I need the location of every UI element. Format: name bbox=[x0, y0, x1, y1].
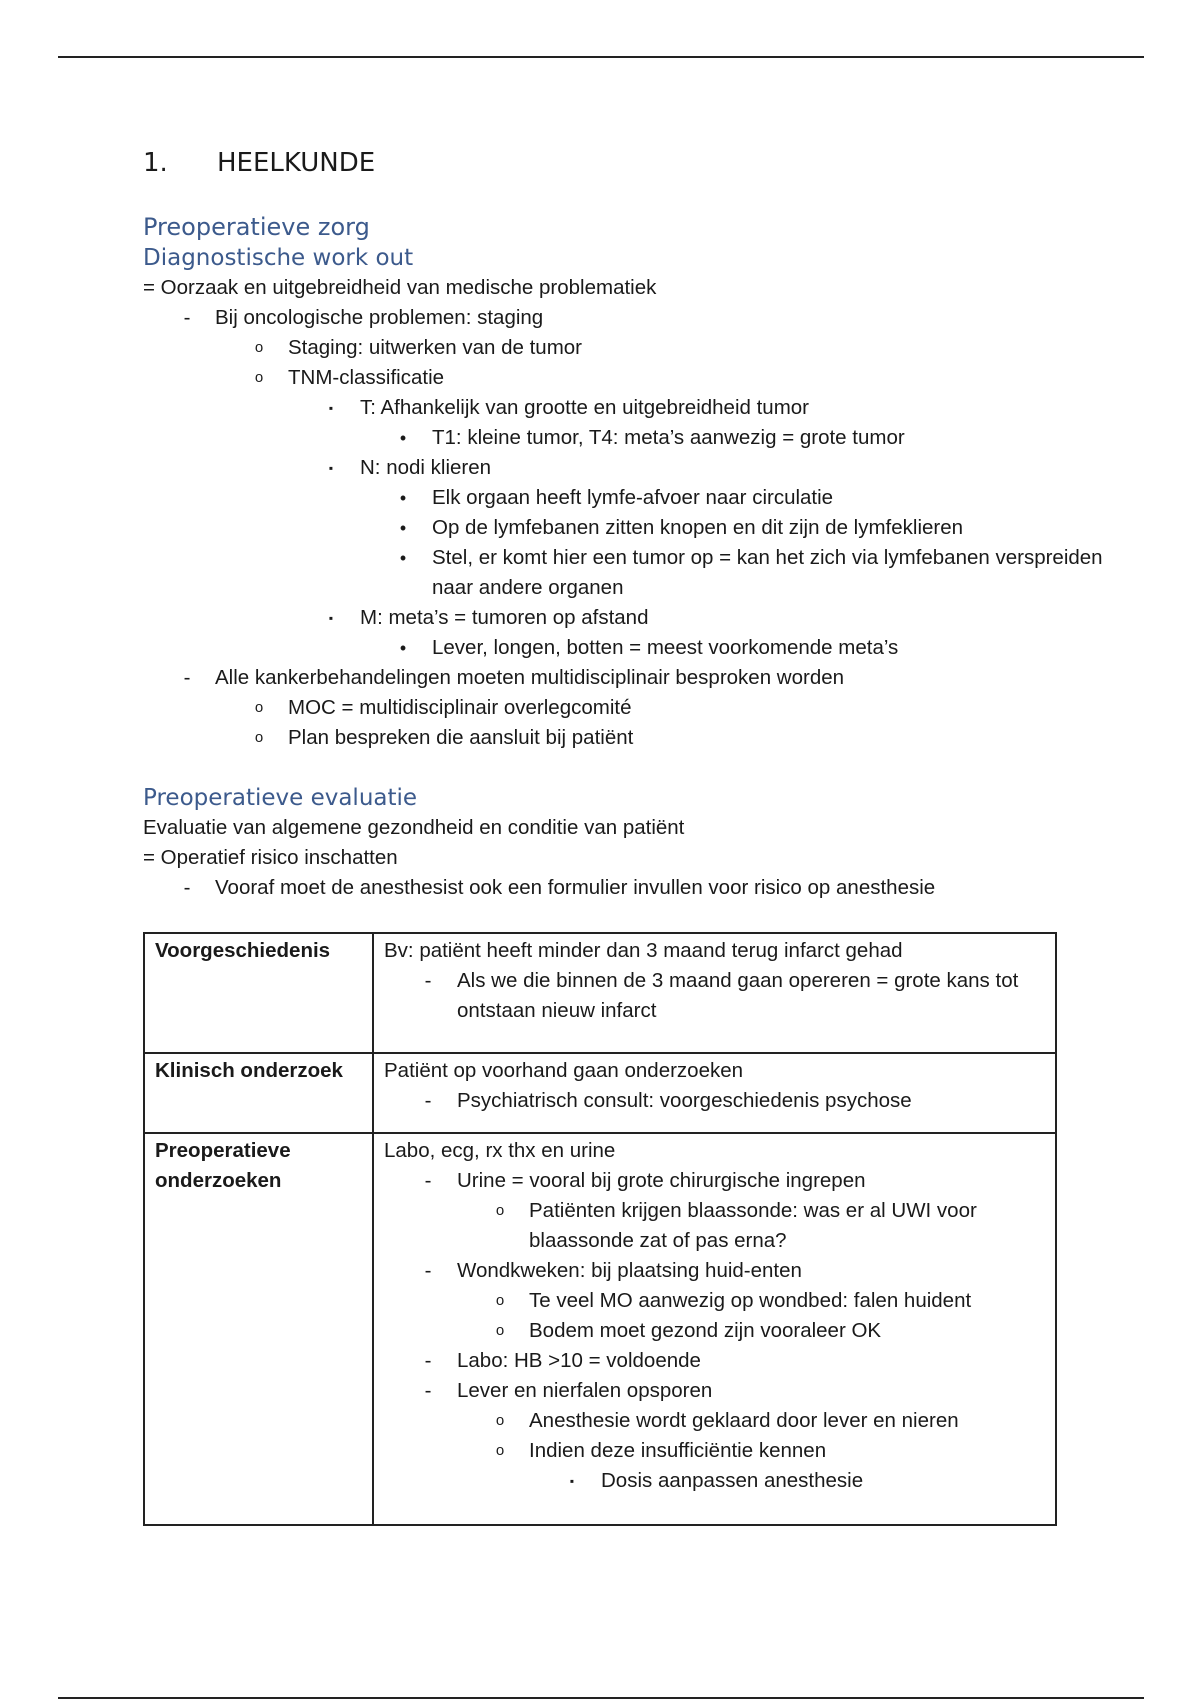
evaluation-text: Evaluatie van algemene gezondheid en conditie van patiënt bbox=[143, 816, 685, 839]
list-item: - Psychiatrisch consult: voorgeschiedenis psychose bbox=[384, 1086, 1045, 1116]
row-header: Preoperatieve onderzoeken bbox=[144, 1133, 373, 1525]
list-item: - Bij oncologische problemen: staging bbox=[143, 303, 1073, 333]
evaluation-risk-text: = Operatief risico inschatten bbox=[143, 846, 398, 869]
intro-text: = Oorzaak en uitgebreidheid van medische problematiek bbox=[143, 276, 657, 299]
table-row bbox=[144, 933, 1056, 1053]
circle-bullet-icon: o bbox=[495, 1412, 505, 1429]
footer-rule bbox=[58, 1697, 1144, 1699]
list-item: ▪ T: Afhankelijk van grootte en uitgebreidheid tumor bbox=[143, 393, 1073, 423]
table-cell bbox=[373, 933, 1056, 1053]
evaluation-table bbox=[143, 932, 1057, 1526]
list-item: - Wondkweken: bij plaatsing huid-enten bbox=[384, 1256, 1045, 1286]
dash-bullet-icon: - bbox=[424, 1089, 432, 1112]
list-item: - Urine = vooral bij grote chirurgische ingrepen bbox=[384, 1166, 1045, 1196]
dash-bullet-icon: - bbox=[183, 306, 191, 329]
chapter-heading bbox=[143, 145, 1073, 181]
list-item: - Lever en nierfalen opsporen bbox=[384, 1376, 1045, 1406]
list-item: o MOC = multidisciplinair overlegcomité bbox=[143, 693, 1073, 723]
square-bullet-icon: ▪ bbox=[328, 401, 334, 415]
list-item: - Alle kankerbehandelingen moeten multidisciplinair besproken worden bbox=[143, 663, 1073, 693]
list-item: o Patiënten krijgen blaassonde: was er al UWI voor blaassonde zat of pas erna? bbox=[384, 1196, 1045, 1256]
dash-bullet-icon: - bbox=[424, 1169, 432, 1192]
square-bullet-icon: ▪ bbox=[328, 611, 334, 625]
square-bullet-icon: ▪ bbox=[328, 461, 334, 475]
list-item: o Te veel MO aanwezig op wondbed: falen huident bbox=[384, 1286, 1045, 1316]
table-cell bbox=[373, 1053, 1056, 1133]
header-rule bbox=[58, 56, 1144, 58]
square-bullet-icon: ▪ bbox=[569, 1474, 575, 1488]
subsection-title-diagnostische-work-out: Diagnostische work out bbox=[143, 245, 414, 271]
chapter-number: 1. bbox=[143, 148, 168, 178]
list-item: o Indien deze insufficiëntie kennen bbox=[384, 1436, 1045, 1466]
list-item: o Staging: uitwerken van de tumor bbox=[143, 333, 1073, 363]
list-item: - Labo: HB >10 = voldoende bbox=[384, 1346, 1045, 1376]
row-header: Voorgeschiedenis bbox=[144, 933, 373, 1053]
circle-bullet-icon: o bbox=[254, 699, 264, 716]
dash-bullet-icon: - bbox=[183, 666, 191, 689]
table-cell bbox=[373, 1133, 1056, 1525]
chapter-title: HEELKUNDE bbox=[217, 148, 376, 178]
dot-bullet-icon: • bbox=[399, 548, 407, 568]
list-item: o Bodem moet gezond zijn vooraleer OK bbox=[384, 1316, 1045, 1346]
cell-text: Labo, ecg, rx thx en urine bbox=[384, 1139, 616, 1162]
list-item: o TNM-classificatie bbox=[143, 363, 1073, 393]
list-item: ▪ N: nodi klieren bbox=[143, 453, 1073, 483]
dash-bullet-icon: - bbox=[424, 1259, 432, 1282]
circle-bullet-icon: o bbox=[495, 1322, 505, 1339]
table-row bbox=[144, 1053, 1056, 1133]
dot-bullet-icon: • bbox=[399, 428, 407, 448]
circle-bullet-icon: o bbox=[495, 1202, 505, 1219]
dot-bullet-icon: • bbox=[399, 488, 407, 508]
cell-text: Patiënt op voorhand gaan onderzoeken bbox=[384, 1059, 744, 1082]
list-item: ▪ M: meta’s = tumoren op afstand bbox=[143, 603, 1073, 633]
circle-bullet-icon: o bbox=[495, 1442, 505, 1459]
dot-bullet-icon: • bbox=[399, 638, 407, 658]
document-body bbox=[143, 145, 1103, 903]
circle-bullet-icon: o bbox=[254, 369, 264, 386]
dash-bullet-icon: - bbox=[183, 876, 191, 899]
dash-bullet-icon: - bbox=[424, 969, 432, 992]
list-item: - Vooraf moet de anesthesist ook een formulier invullen voor risico op anesthesie bbox=[143, 873, 1073, 903]
table-row bbox=[144, 1133, 1056, 1525]
dash-bullet-icon: - bbox=[424, 1349, 432, 1372]
list-item: ▪ Dosis aanpassen anesthesie bbox=[384, 1466, 1045, 1496]
list-item: • Elk orgaan heeft lymfe-afvoer naar circulatie bbox=[143, 483, 1073, 513]
list-item: o Plan bespreken die aansluit bij patiënt bbox=[143, 723, 1073, 753]
list-item: - Als we die binnen de 3 maand gaan opereren = grote kans tot ontstaan nieuw infarct bbox=[384, 966, 1045, 1026]
circle-bullet-icon: o bbox=[495, 1292, 505, 1309]
circle-bullet-icon: o bbox=[254, 729, 264, 746]
dash-bullet-icon: - bbox=[424, 1379, 432, 1402]
list-item: o Anesthesie wordt geklaard door lever en nieren bbox=[384, 1406, 1045, 1436]
list-item: • Lever, longen, botten = meest voorkomende meta’s bbox=[143, 633, 1073, 663]
section-title-preoperatieve-zorg: Preoperatieve zorg bbox=[143, 213, 370, 241]
list-item: • Stel, er komt hier een tumor op = kan het zich via lymfebanen verspreiden naar andere organen bbox=[143, 543, 1132, 603]
cell-text: Bv: patiënt heeft minder dan 3 maand terug infarct gehad bbox=[384, 939, 903, 962]
dot-bullet-icon: • bbox=[399, 518, 407, 538]
list-item: • Op de lymfebanen zitten knopen en dit zijn de lymfeklieren bbox=[143, 513, 1073, 543]
section-title-preoperatieve-evaluatie: Preoperatieve evaluatie bbox=[143, 785, 418, 811]
list-item: • T1: kleine tumor, T4: meta’s aanwezig = grote tumor bbox=[143, 423, 1073, 453]
circle-bullet-icon: o bbox=[254, 339, 264, 356]
row-header: Klinisch onderzoek bbox=[144, 1053, 373, 1133]
